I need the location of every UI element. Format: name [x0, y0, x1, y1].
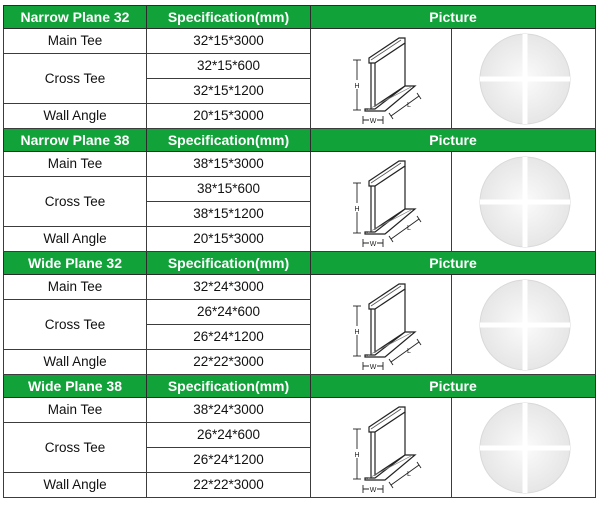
spec-value: 20*15*3000 [147, 104, 311, 129]
section-title: Narrow Plane 38 [4, 129, 147, 152]
section-header-row [4, 252, 596, 275]
svg-text:H: H [354, 451, 360, 459]
tee-profile-drawing-icon [311, 398, 452, 498]
tee-profile-drawing-icon [311, 275, 452, 375]
tee-profile-drawing-icon [311, 152, 452, 252]
spec-header: Specification(mm) [147, 129, 311, 152]
section-title: Wide Plane 38 [4, 375, 147, 398]
section-header-row [4, 129, 596, 152]
svg-text:L: L [407, 347, 411, 355]
spec-value: 26*24*1200 [147, 325, 311, 350]
spec-table [3, 5, 596, 498]
svg-text:W: W [369, 117, 377, 125]
section-title: Narrow Plane 32 [4, 6, 147, 29]
table-row [4, 275, 596, 300]
spec-value: 26*24*600 [147, 300, 311, 325]
item-label: Cross Tee [4, 177, 147, 227]
spec-value: 38*15*1200 [147, 202, 311, 227]
item-label: Main Tee [4, 275, 147, 300]
item-label: Main Tee [4, 398, 147, 423]
spec-value: 38*15*3000 [147, 152, 311, 177]
table-row [4, 29, 596, 54]
spec-header: Specification(mm) [147, 252, 311, 275]
spec-header: Specification(mm) [147, 375, 311, 398]
spec-value: 38*15*600 [147, 177, 311, 202]
item-label: Wall Angle [4, 350, 147, 375]
spec-value: 32*15*1200 [147, 79, 311, 104]
item-label: Cross Tee [4, 54, 147, 104]
table-row [4, 152, 596, 177]
svg-text:H: H [354, 82, 360, 90]
svg-text:H: H [354, 205, 360, 213]
svg-text:H: H [354, 328, 360, 336]
spec-header: Specification(mm) [147, 6, 311, 29]
svg-text:L: L [407, 224, 411, 232]
spec-value: 32*15*600 [147, 54, 311, 79]
spec-value: 22*22*3000 [147, 350, 311, 375]
item-label: Main Tee [4, 29, 147, 54]
picture-header: Picture [311, 129, 596, 152]
svg-text:L: L [407, 101, 411, 109]
item-label: Cross Tee [4, 300, 147, 350]
item-label: Main Tee [4, 152, 147, 177]
item-label: Cross Tee [4, 423, 147, 473]
picture-header: Picture [311, 375, 596, 398]
section-header-row [4, 375, 596, 398]
item-label: Wall Angle [4, 473, 147, 498]
item-label: Wall Angle [4, 104, 147, 129]
cross-section-disc-icon [452, 152, 596, 252]
spec-value: 20*15*3000 [147, 227, 311, 252]
picture-header: Picture [311, 252, 596, 275]
spec-value: 32*15*3000 [147, 29, 311, 54]
cross-section-disc-icon [452, 29, 596, 129]
item-label: Wall Angle [4, 227, 147, 252]
spec-value: 22*22*3000 [147, 473, 311, 498]
cross-section-disc-icon [452, 398, 596, 498]
table-row [4, 398, 596, 423]
svg-text:W: W [369, 363, 377, 371]
section-header-row [4, 6, 596, 29]
svg-text:W: W [369, 486, 377, 494]
section-title: Wide Plane 32 [4, 252, 147, 275]
tee-profile-drawing-icon [311, 29, 452, 129]
spec-value: 32*24*3000 [147, 275, 311, 300]
spec-value: 26*24*600 [147, 423, 311, 448]
svg-text:W: W [369, 240, 377, 248]
spec-value: 26*24*1200 [147, 448, 311, 473]
svg-text:L: L [407, 470, 411, 478]
cross-section-disc-icon [452, 275, 596, 375]
spec-value: 38*24*3000 [147, 398, 311, 423]
picture-header: Picture [311, 6, 596, 29]
